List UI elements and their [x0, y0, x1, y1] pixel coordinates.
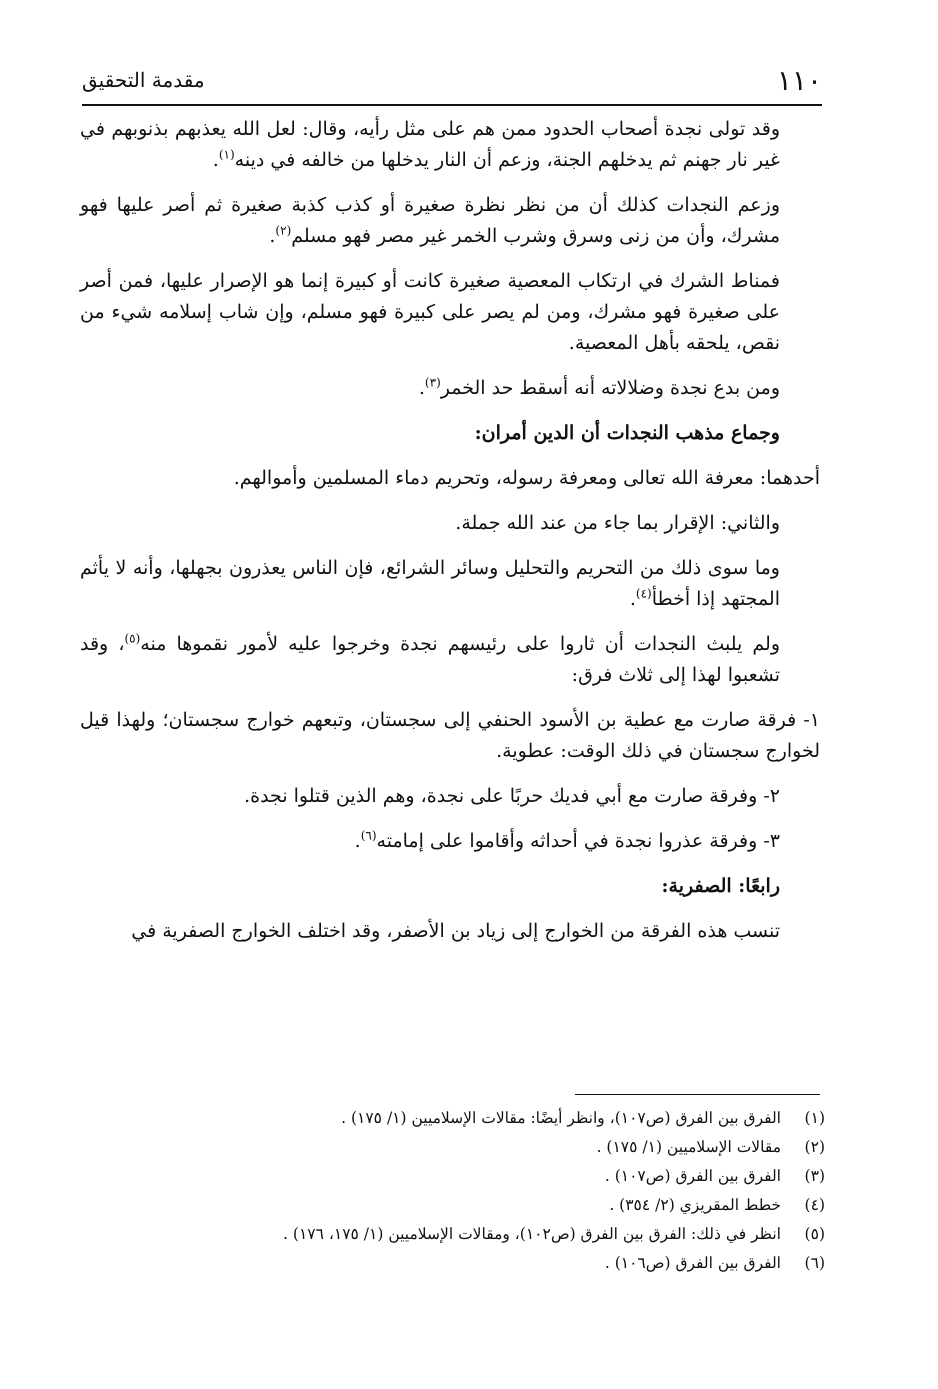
footnote: (٤) خطط المقريزي (٢/ ٣٥٤) .: [609, 1196, 825, 1214]
footnote-ref[interactable]: (٥): [124, 631, 141, 646]
main-text: [80, 114, 820, 1084]
paragraph: ولم يلبث النجدات أن ثاروا على رئيسهم نجدة وخرجوا عليه لأمور نقموها منه$^{(٥)}$، وقد تشعبوا لهذا إلى ثلاث فرق:: [80, 631, 781, 686]
list-item: ٣- وفرقة عذروا نجدة في أحداثه وأقاموا على إمامته$^{(٦)}$.: [354, 828, 780, 852]
section-heading: وجماع مذهب النجدات أن الدين أمران:: [474, 422, 780, 444]
page-number: ١١٠: [776, 64, 822, 97]
footnote-ref[interactable]: (٢): [275, 223, 292, 238]
paragraph: والثاني: الإقرار بما جاء من عند الله جملة.: [455, 512, 780, 534]
page-header: [82, 60, 822, 106]
running-title: مقدمة التحقيق: [82, 68, 205, 92]
list-item: ١- فرقة صارت مع عطية بن الأسود الحنفي إلى سجستان، وتبعهم خوارج سجستان؛ ولهذا قيل لخوارج سجستان في ذلك الوقت: عطوية.: [80, 709, 820, 762]
paragraph: وزعم النجدات كذلك أن من نظر نظرة صغيرة أو كذب كذبة صغيرة ثم أصر عليها فهو مشرك، وأن من زنى وسرق وشرب الخمر غير مصر فهو مسلم$^{(٢)}$.: [80, 194, 780, 247]
paragraph: ومن بدع نجدة وضلالاته أنه أسقط حد الخمر$^{(٣)}$.: [418, 375, 780, 399]
footnote: (٥) انظر في ذلك: الفرق بين الفرق (ص١٠٢)، ومقالات الإسلاميين (١/ ١٧٥، ١٧٦) .: [283, 1225, 825, 1243]
footnote-ref[interactable]: (١): [218, 147, 235, 162]
paragraph: وقد تولى نجدة أصحاب الحدود ممن هم على مثل رأيه، وقال: لعل الله يعذبهم بذنوبهم في غير نار جهنم ثم يدخلهم الجنة، وزعم أن النار يدخلها من خالفه في دينه$^{(١)}$.: [80, 118, 780, 171]
paragraph: تنسب هذه الفرقة من الخوارج إلى زياد بن الأصفر، وقد اختلف الخوارج الصفرية في: [131, 920, 780, 942]
footnote: (٢) مقالات الإسلاميين (١/ ١٧٥) .: [596, 1138, 825, 1156]
footnote: (٣) الفرق بين الفرق (ص١٠٧) .: [604, 1167, 825, 1185]
footnote: (٦) الفرق بين الفرق (ص١٠٦) .: [604, 1254, 825, 1272]
footnotes: [80, 1104, 825, 1278]
section-heading: رابعًا: الصفرية:: [661, 875, 780, 897]
paragraph: وما سوى ذلك من التحريم والتحليل وسائر الشرائع، فإن الناس يعذرون بجهلها، وأنه لا يأثم المجتهد إذا أخطأ$^{(٤)}$.: [80, 557, 780, 610]
footnote: (١) الفرق بين الفرق (ص١٠٧)، وانظر أيضًا: مقالات الإسلاميين (١/ ١٧٥) .: [341, 1109, 825, 1127]
footnote-ref[interactable]: (٦): [360, 828, 377, 843]
paragraph: أحدهما: معرفة الله تعالى ومعرفة رسوله، وتحريم دماء المسلمين وأموالهم.: [233, 467, 820, 489]
footnote-ref[interactable]: (٣): [424, 375, 441, 390]
list-item: ٢- وفرقة صارت مع أبي فديك حربًا على نجدة، وهم الذين قتلوا نجدة.: [244, 785, 780, 807]
footnote-ref[interactable]: (٤): [635, 586, 652, 601]
footnote-divider: [575, 1094, 820, 1095]
paragraph: فمناط الشرك في ارتكاب المعصية صغيرة كانت أو كبيرة إنما هو الإصرار عليها، فمن أصر على صغيرة فهو مشرك، ومن لم يصر على كبيرة فهو مسلم، وإن شاب إسلامه شيء من نقص، يلحقه بأهل المعصية.: [80, 270, 780, 354]
